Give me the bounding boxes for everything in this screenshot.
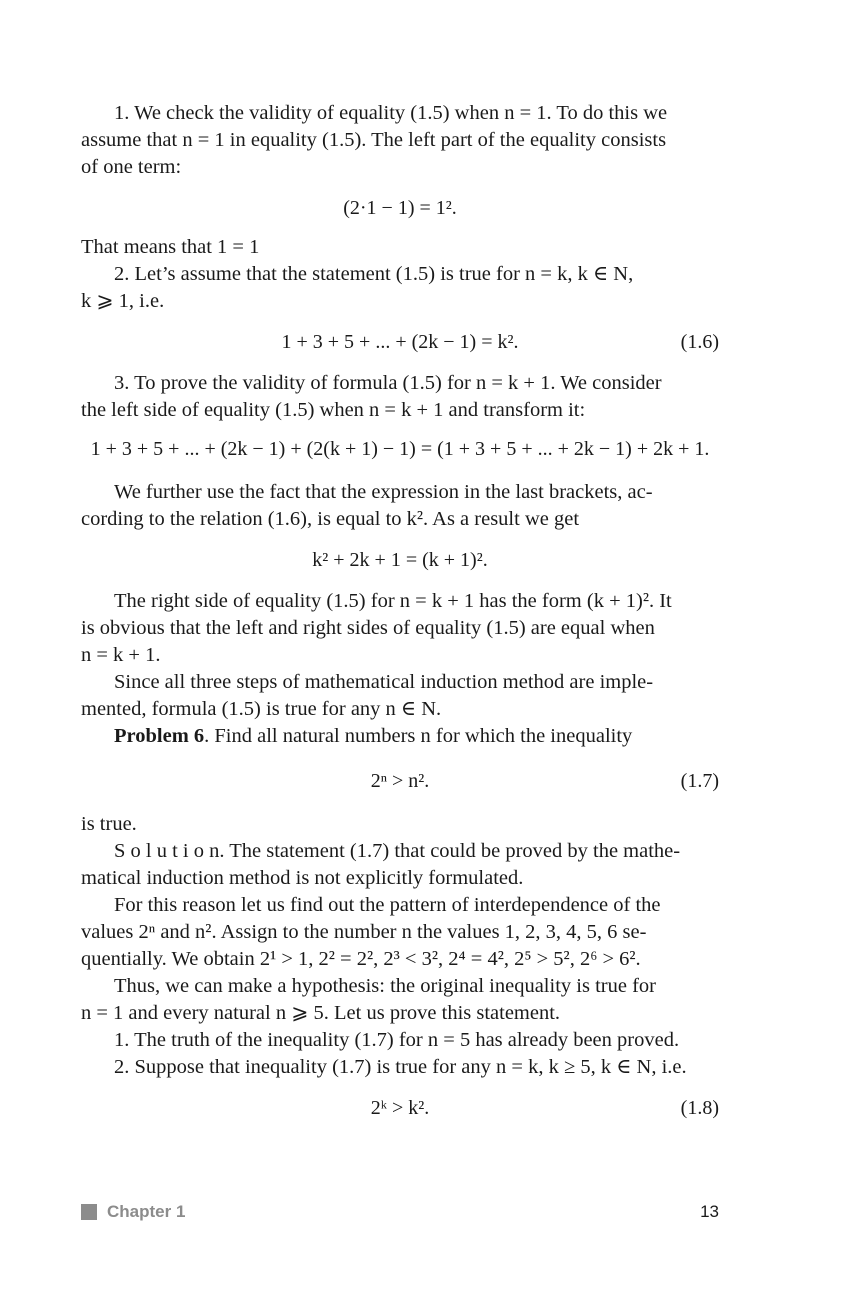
equation: k² + 2k + 1 = (k + 1)². — [312, 549, 488, 571]
page-body — [81, 100, 719, 1122]
text-line: quentially. We obtain 2¹ > 1, 2² = 2², 2³ < 3², 2⁴ = 4², 2⁵ > 5², 2⁶ > 6². — [81, 948, 641, 970]
text-line: the left side of equality (1.5) when n = k + 1 and transform it: — [81, 399, 586, 421]
page-footer — [81, 1200, 719, 1224]
chapter-label: Chapter 1 — [107, 1202, 186, 1221]
chapter-marker-icon — [81, 1204, 97, 1220]
equation-numbered — [81, 329, 719, 356]
text-line: S o l u t i o n. The statement (1.7) that could be proved by the mathe- — [114, 840, 681, 862]
equation: (2·1 − 1) = 1². — [343, 197, 457, 219]
text-line: assume that n = 1 in equality (1.5). The left part of the equality consists — [81, 129, 667, 151]
text-line: 2. Suppose that inequality (1.7) is true for any n = k, k ≥ 5, k ∈ N, i.e. — [114, 1056, 687, 1078]
equation: 1 + 3 + 5 + ... + (2k − 1) + (2(k + 1) − 1) = (1 + 3 + 5 + ... + 2k − 1) + 2k + 1. — [90, 438, 710, 460]
text-line: is true. — [81, 813, 137, 835]
text-line: For this reason let us find out the pattern of interdependence of the — [114, 894, 661, 916]
text-span: . Find all natural numbers n for which the inequality — [204, 725, 633, 747]
text-line: cording to the relation (1.6), is equal to k². As a result we get — [81, 508, 580, 530]
equation-number: (1.7) — [680, 770, 719, 792]
text-line: n = 1 and every natural n ⩾ 5. Let us prove this statement. — [81, 1002, 561, 1024]
text-line: matical induction method is not explicitly formulated. — [81, 867, 524, 889]
text-line: is obvious that the left and right sides of equality (1.5) are equal when — [81, 617, 655, 639]
text-line: k ⩾ 1, i.e. — [81, 290, 165, 312]
page-number: 13 — [700, 1202, 719, 1221]
equation-numbered — [81, 768, 719, 795]
text-line: Thus, we can make a hypothesis: the original inequality is true for — [114, 975, 656, 997]
text-line: That means that 1 = 1 — [81, 236, 260, 258]
equation: 2ⁿ > n². — [370, 770, 430, 792]
equation: 2ᵏ > k². — [370, 1097, 430, 1119]
problem-label: Problem 6 — [114, 725, 205, 747]
text-line: We further use the fact that the expression in the last brackets, ac- — [114, 481, 653, 503]
equation-number: (1.8) — [680, 1097, 719, 1119]
text-line: values 2ⁿ and n². Assign to the number n the values 1, 2, 3, 4, 5, 6 se- — [81, 921, 647, 943]
problem-heading-line — [81, 723, 719, 750]
text-line: The right side of equality (1.5) for n = k + 1 has the form (k + 1)². It — [114, 590, 672, 612]
text-line: mented, formula (1.5) is true for any n ∈ N. — [81, 698, 442, 720]
text-line: of one term: — [81, 156, 182, 178]
text-line: 1. We check the validity of equality (1.5) when n = 1. To do this we — [114, 102, 668, 124]
text-line: n = k + 1. — [81, 644, 161, 666]
text-line: 3. To prove the validity of formula (1.5) for n = k + 1. We consider — [114, 372, 662, 394]
equation-number: (1.6) — [680, 331, 719, 353]
text-line: 1. The truth of the inequality (1.7) for n = 5 has already been proved. — [114, 1029, 680, 1051]
text-line: 2. Let’s assume that the statement (1.5) is true for n = k, k ∈ N, — [114, 263, 634, 285]
equation: 1 + 3 + 5 + ... + (2k − 1) = k². — [281, 331, 519, 353]
equation-numbered — [81, 1095, 719, 1122]
text-line: Since all three steps of mathematical induction method are imple- — [114, 671, 654, 693]
